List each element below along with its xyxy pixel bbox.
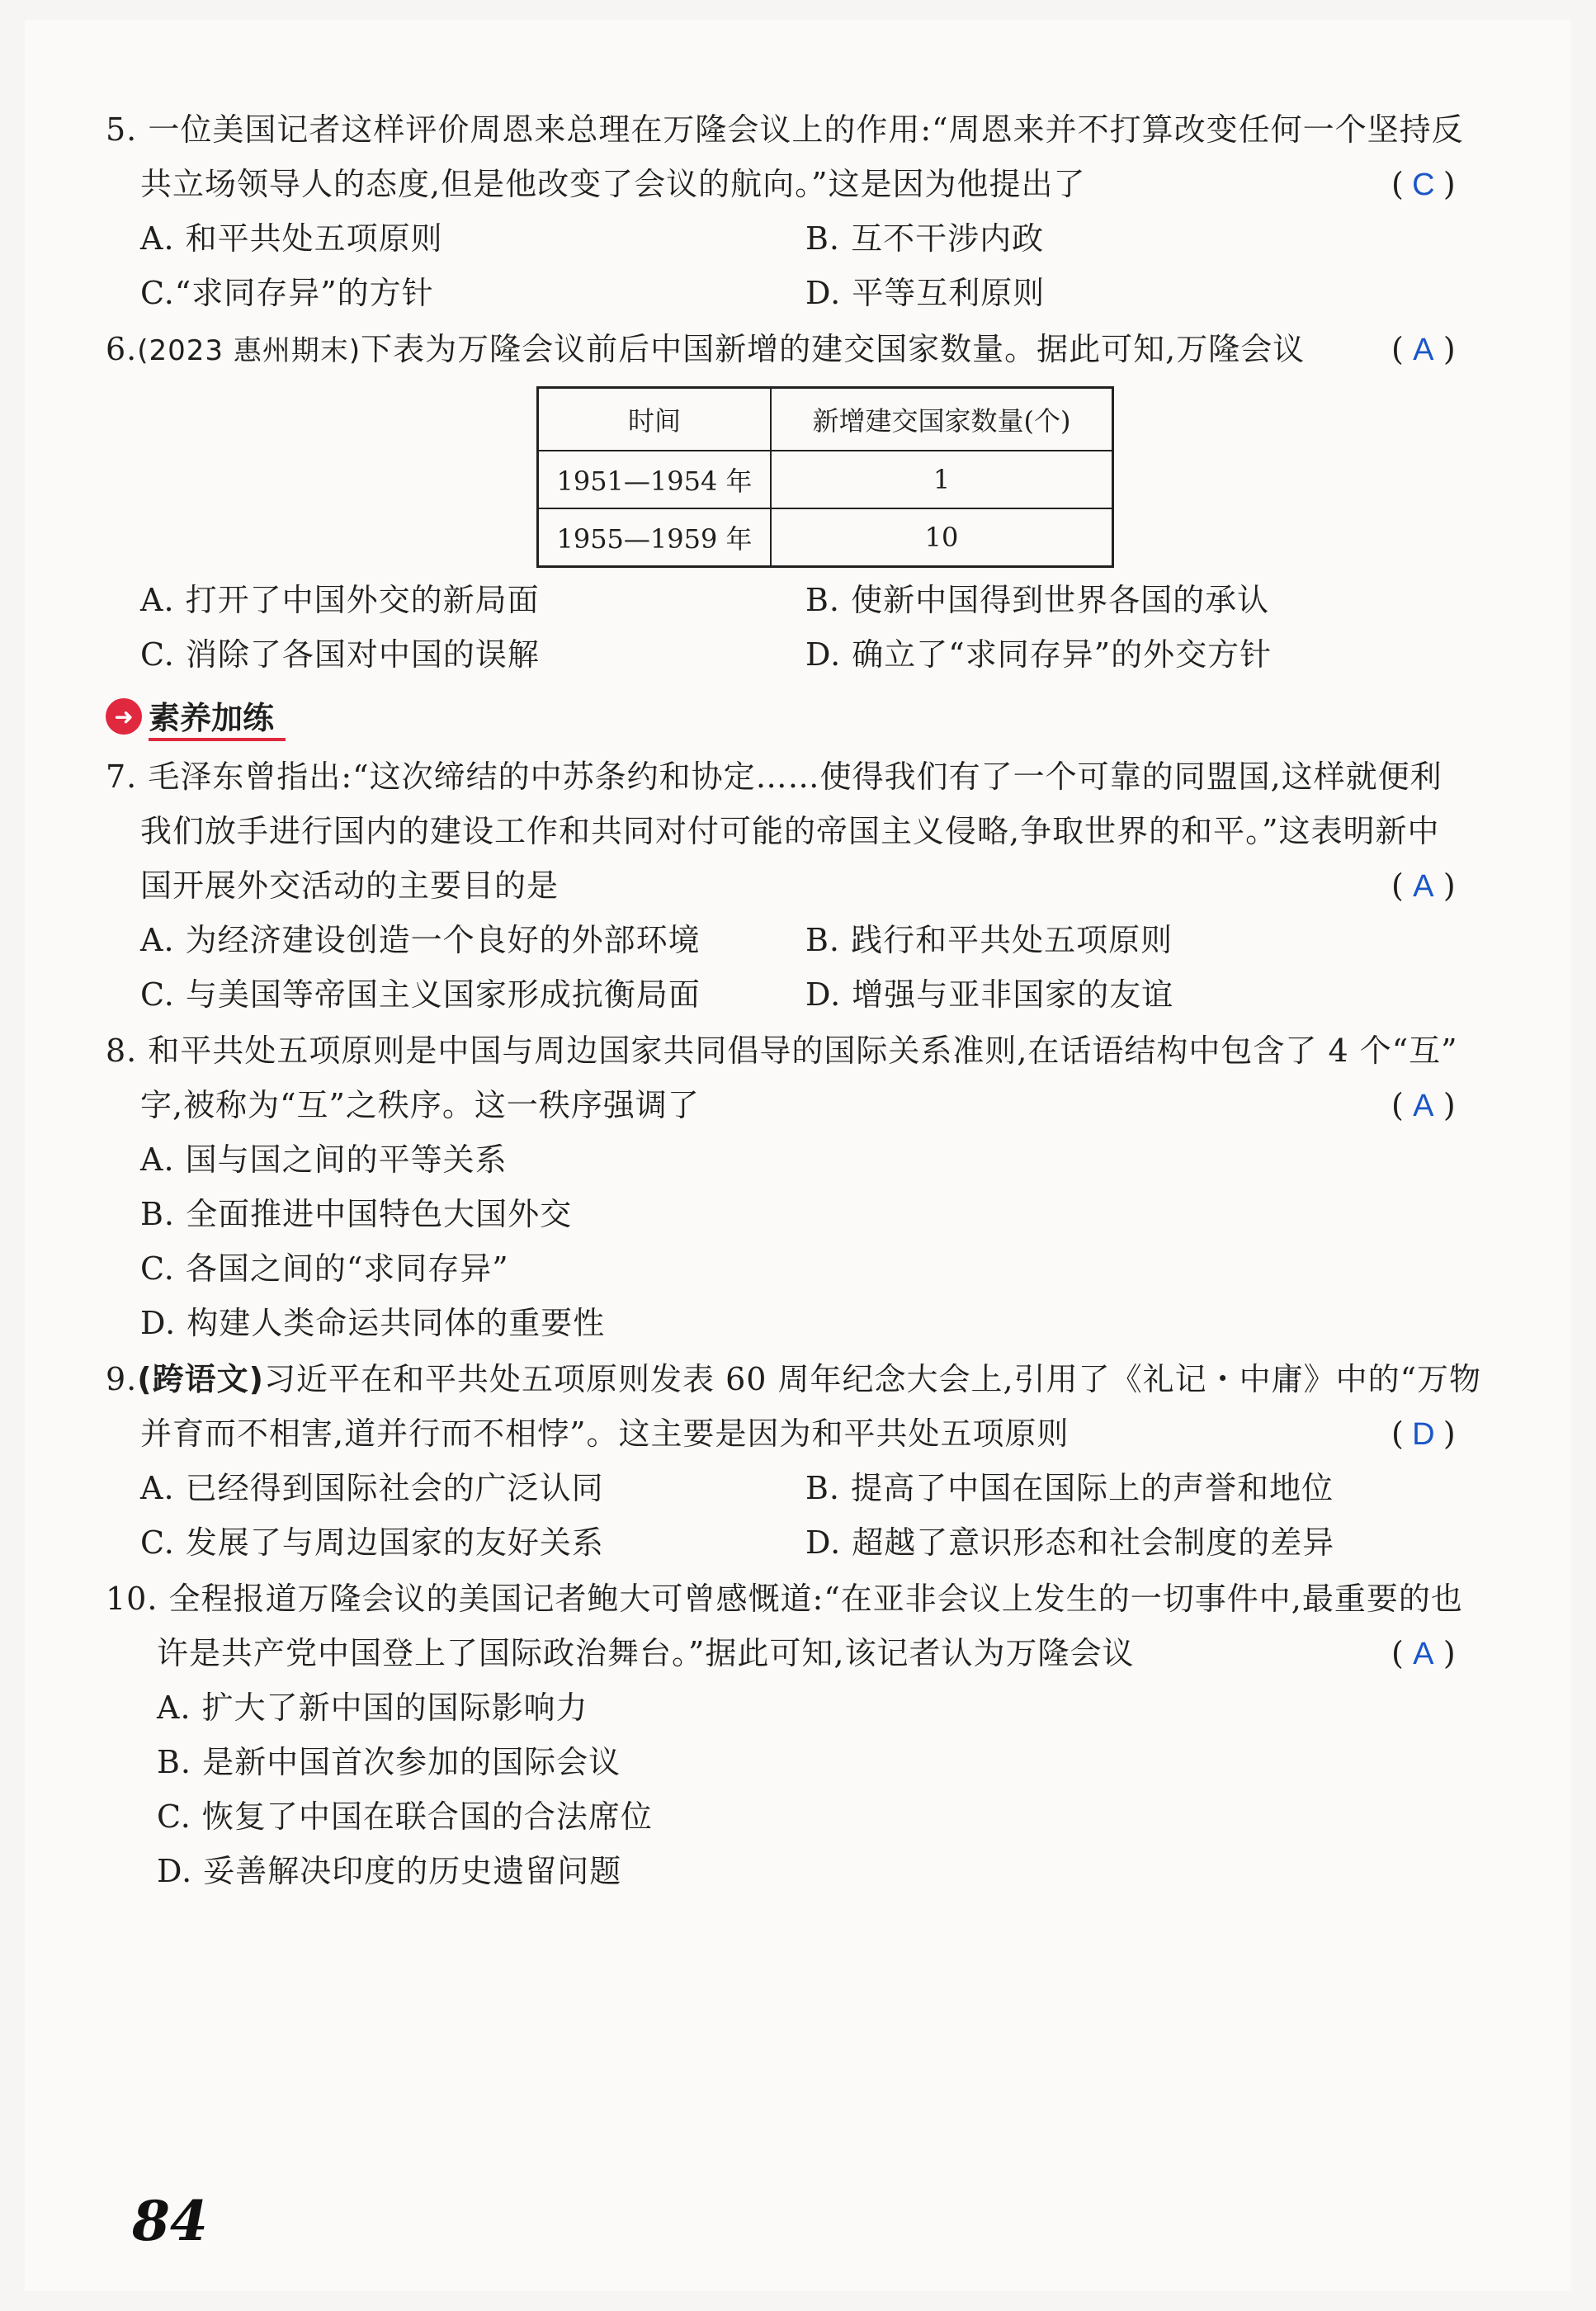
question-7-answer: ( A ) — [1391, 863, 1456, 909]
question-8-line-1: 8. 和平共处五项原则是中国与周边国家共同倡导的国际关系准则,在话语结构中包含了 4 个“互” — [106, 1033, 1458, 1069]
question-8-line-2: 字,被称为“互”之秩序。这一秩序强调了 — [140, 1087, 700, 1123]
question-8-option-a: A. 国与国之间的平等关系 — [140, 1141, 508, 1178]
question-8-option-b: B. 全面推进中国特色大国外交 — [140, 1196, 573, 1232]
question-10-option-a: A. 扩大了新中国的国际影响力 — [157, 1690, 588, 1726]
table-cell: 1 — [771, 451, 1113, 508]
section-header — [106, 693, 286, 740]
question-9-line-1 — [106, 1357, 1481, 1401]
table-cell: 10 — [771, 508, 1113, 567]
answer-letter: C — [1412, 168, 1435, 202]
question-8-option-c: C. 各国之间的“求同存异” — [140, 1250, 509, 1287]
question-6-option-d: D. 确立了“求同存异”的外交方针 — [805, 636, 1273, 673]
question-10-line-1: 10. 全程报道万隆会议的美国记者鲍大可曾感慨道:“在亚非会议上发生的一切事件中,最重要的也 — [106, 1581, 1463, 1617]
table-row — [538, 451, 1113, 508]
question-source: (2023 惠州期末) — [137, 334, 361, 367]
question-9-option-b: B. 提高了中国在国际上的声誉和地位 — [805, 1470, 1334, 1506]
question-7-line-3: 国开展外交活动的主要目的是 — [140, 867, 560, 904]
question-6-answer: ( A ) — [1391, 327, 1456, 372]
question-6-line-1 — [106, 327, 1305, 373]
question-5-line-2: 共立场领导人的态度,但是他改变了会议的航向。”这是因为他提出了 — [140, 166, 1086, 202]
question-9-option-a: A. 已经得到国际社会的广泛认同 — [140, 1470, 604, 1506]
table-header-row — [538, 388, 1113, 451]
question-6-option-a: A. 打开了中国外交的新局面 — [140, 582, 540, 618]
question-7-option-b: B. 践行和平共处五项原则 — [805, 922, 1173, 958]
table-header-cell: 时间 — [538, 388, 772, 451]
question-8-option-d: D. 构建人类命运共同体的重要性 — [140, 1305, 606, 1341]
question-source: (跨语文) — [137, 1361, 265, 1397]
answer-letter: A — [1413, 869, 1434, 904]
question-number: 6. — [106, 331, 138, 367]
answer-letter: A — [1413, 333, 1434, 367]
arrow-right-icon: ➜ — [106, 698, 142, 735]
question-5-option-a: A. 和平共处五项原则 — [140, 220, 443, 257]
question-10-option-b: B. 是新中国首次参加的国际会议 — [157, 1744, 621, 1780]
table-cell: 1955—1959 年 — [538, 508, 772, 567]
question-text: 下表为万隆会议前后中国新增的建交国家数量。据此可知,万隆会议 — [361, 331, 1306, 367]
question-5-option-c: C.“求同存异”的方针 — [140, 275, 434, 311]
table-row — [538, 508, 1113, 567]
question-7-option-d: D. 增强与亚非国家的友谊 — [805, 976, 1174, 1013]
table-header-cell: 新增建交国家数量(个) — [771, 388, 1113, 451]
question-7-line-1: 7. 毛泽东曾指出:“这次缔结的中苏条约和协定……使得我们有了一个可靠的同盟国,这样就便利 — [106, 759, 1443, 795]
answer-letter: A — [1413, 1089, 1434, 1123]
question-9-answer: ( D ) — [1391, 1411, 1456, 1457]
question-10-option-d: D. 妥善解决印度的历史遗留问题 — [157, 1853, 622, 1889]
question-6-option-b: B. 使新中国得到世界各国的承认 — [805, 582, 1270, 618]
answer-letter: D — [1412, 1417, 1435, 1452]
question-6-option-c: C. 消除了各国对中国的误解 — [140, 636, 540, 673]
question-text: 习近平在和平共处五项原则发表 60 周年纪念大会上,引用了《礼记・中庸》中的“万物 — [264, 1361, 1482, 1397]
question-number: 9. — [106, 1361, 138, 1397]
question-10-line-2: 许是共产党中国登上了国际政治舞台。”据此可知,该记者认为万隆会议 — [157, 1635, 1135, 1671]
question-8-answer: ( A ) — [1391, 1083, 1456, 1128]
answer-letter: A — [1413, 1637, 1434, 1671]
question-10-answer: ( A ) — [1391, 1631, 1456, 1676]
question-9-option-d: D. 超越了意识形态和社会制度的差异 — [805, 1524, 1335, 1561]
question-5-line-1: 5. 一位美国记者这样评价周恩来总理在万隆会议上的作用:“周恩来并不打算改变任何一个坚持反 — [106, 111, 1464, 148]
section-title: 素养加练 — [149, 692, 286, 741]
question-9-line-2: 并育而不相害,道并行而不相悖”。这主要是因为和平共处五项原则 — [140, 1415, 1070, 1452]
question-7-line-2: 我们放手进行国内的建设工作和共同对付可能的帝国主义侵略,争取世界的和平。”这表明新中 — [140, 813, 1440, 849]
question-7-option-c: C. 与美国等帝国主义国家形成抗衡局面 — [140, 976, 701, 1013]
data-table — [536, 386, 1114, 568]
question-5-option-d: D. 平等互利原则 — [805, 275, 1046, 311]
question-5-answer: ( C ) — [1391, 162, 1456, 207]
question-9-option-c: C. 发展了与周边国家的友好关系 — [140, 1524, 604, 1561]
question-7-option-a: A. 为经济建设创造一个良好的外部环境 — [140, 922, 701, 958]
page-number: 84 — [132, 2189, 208, 2253]
table-cell: 1951—1954 年 — [538, 451, 772, 508]
question-5-option-b: B. 互不干涉内政 — [805, 220, 1045, 257]
question-10-option-c: C. 恢复了中国在联合国的合法席位 — [157, 1798, 653, 1835]
